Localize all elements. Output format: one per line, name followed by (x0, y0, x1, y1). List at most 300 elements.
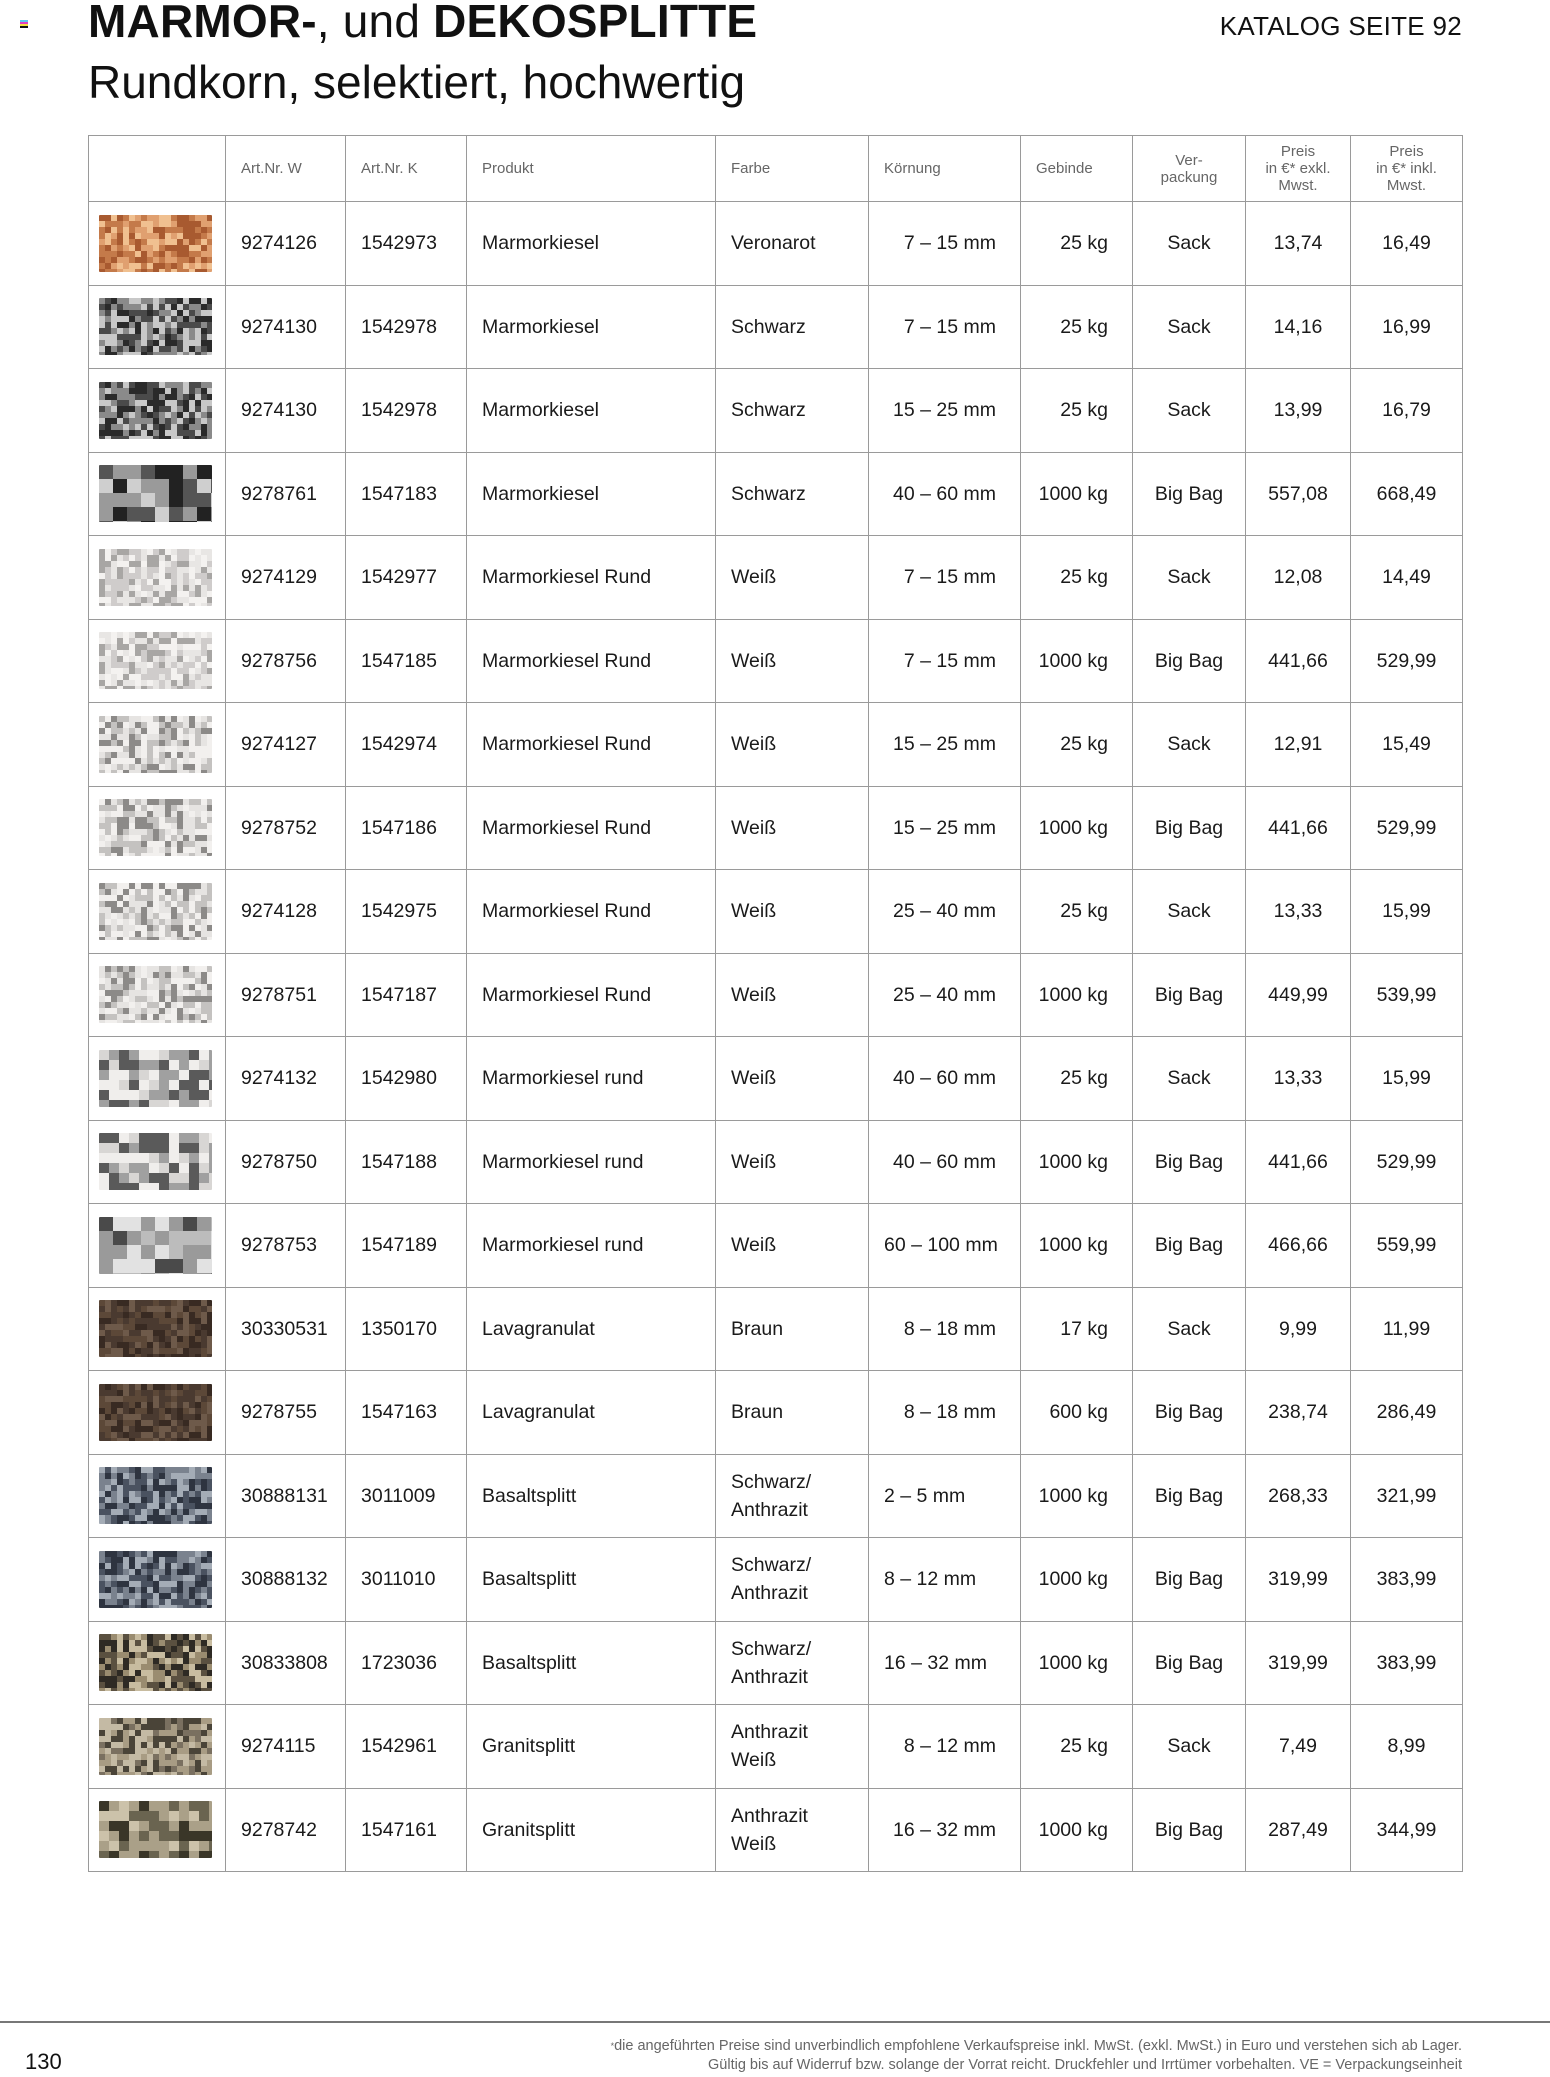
gravel-texture-image (99, 1718, 212, 1775)
packaging-cell: Sack (1133, 285, 1246, 369)
color-line-1: Weiß (731, 649, 777, 672)
table-header-row (89, 136, 1463, 202)
gravel-texture-image (99, 632, 212, 689)
grain-size-cell: 25 – 40 mm (869, 953, 1021, 1037)
color-cell (716, 703, 869, 787)
footnote-line-1 (611, 2037, 1462, 2056)
header-text: in €* exkl. (1265, 160, 1331, 177)
table-row (89, 1705, 1463, 1789)
price-incl-vat-cell: 321,99 (1351, 1454, 1463, 1538)
color-line-1: Weiß (731, 1234, 777, 1257)
art-nr-w-cell: 9278750 (226, 1120, 346, 1204)
art-nr-k-cell: 1547188 (346, 1120, 467, 1204)
art-nr-w-cell: 9274132 (226, 1037, 346, 1121)
art-nr-k-cell: 1547185 (346, 619, 467, 703)
art-nr-k-cell: 1350170 (346, 1287, 467, 1371)
unit-weight-cell: 17 kg (1021, 1287, 1133, 1371)
color-line-2: Anthrazit (731, 1665, 808, 1688)
price-excl-vat-cell: 268,33 (1246, 1454, 1351, 1538)
art-nr-k-cell: 1542973 (346, 202, 467, 286)
price-excl-vat-cell: 13,33 (1246, 1037, 1351, 1121)
color-line-1: Schwarz (731, 399, 806, 422)
packaging-cell: Sack (1133, 1287, 1246, 1371)
unit-weight-cell: 1000 kg (1021, 953, 1133, 1037)
table-row (89, 1120, 1463, 1204)
packaging-cell: Sack (1133, 1705, 1246, 1789)
price-incl-vat-cell: 16,79 (1351, 369, 1463, 453)
art-nr-w-cell: 9274127 (226, 703, 346, 787)
product-name-cell: Marmorkiesel rund (467, 1037, 716, 1121)
gravel-texture-image (99, 298, 212, 355)
gravel-texture-image (99, 382, 212, 439)
art-nr-w-cell: 9274128 (226, 870, 346, 954)
title-bold-marmor: MARMOR- (88, 0, 317, 47)
table-row (89, 870, 1463, 954)
product-thumbnail-cell (89, 1120, 226, 1204)
art-nr-w-cell: 9274126 (226, 202, 346, 286)
price-incl-vat-cell: 11,99 (1351, 1287, 1463, 1371)
price-incl-vat-cell: 383,99 (1351, 1538, 1463, 1622)
color-cell (716, 1538, 869, 1622)
color-cell (716, 1454, 869, 1538)
unit-weight-cell: 1000 kg (1021, 1454, 1133, 1538)
gravel-texture-image (99, 716, 212, 773)
unit-weight-cell: 1000 kg (1021, 1788, 1133, 1872)
header-text: in €* inkl. (1376, 160, 1437, 177)
grain-size-cell: 7 – 15 mm (869, 619, 1021, 703)
product-name-cell: Marmorkiesel (467, 369, 716, 453)
art-nr-w-cell: 9278751 (226, 953, 346, 1037)
price-excl-vat-cell: 9,99 (1246, 1287, 1351, 1371)
product-thumbnail-cell (89, 953, 226, 1037)
art-nr-w-cell: 30888131 (226, 1454, 346, 1538)
art-nr-k-cell: 1547189 (346, 1204, 467, 1288)
packaging-cell: Big Bag (1133, 786, 1246, 870)
color-line-1: Schwarz/ (731, 1637, 812, 1660)
grain-size-cell: 7 – 15 mm (869, 202, 1021, 286)
unit-weight-cell: 1000 kg (1021, 1621, 1133, 1705)
packaging-cell: Sack (1133, 870, 1246, 954)
grain-size-cell: 40 – 60 mm (869, 452, 1021, 536)
gravel-texture-image (99, 1384, 212, 1441)
art-nr-w-cell: 30888132 (226, 1538, 346, 1622)
color-cell (716, 1621, 869, 1705)
art-nr-k-cell: 1547161 (346, 1788, 467, 1872)
color-line-1: Weiß (731, 566, 777, 589)
art-nr-k-cell: 1547183 (346, 452, 467, 536)
header-text: Preis (1389, 143, 1424, 160)
packaging-cell: Sack (1133, 703, 1246, 787)
color-line-2: Anthrazit (731, 1582, 808, 1605)
black-swatch (20, 26, 28, 28)
unit-weight-cell: 25 kg (1021, 536, 1133, 620)
product-name-cell: Marmorkiesel Rund (467, 536, 716, 620)
footnote-marker: * (610, 2041, 615, 2051)
art-nr-k-cell: 1547163 (346, 1371, 467, 1455)
art-nr-w-cell: 9278753 (226, 1204, 346, 1288)
gravel-texture-image (99, 1467, 212, 1524)
color-line-2: Anthrazit (731, 1498, 808, 1521)
product-thumbnail-cell (89, 1287, 226, 1371)
art-nr-k-cell: 3011009 (346, 1454, 467, 1538)
price-excl-vat-cell: 12,91 (1246, 703, 1351, 787)
art-nr-w-cell: 9274115 (226, 1705, 346, 1789)
art-nr-w-cell: 30330531 (226, 1287, 346, 1371)
product-thumbnail-cell (89, 1788, 226, 1872)
product-table (88, 135, 1463, 1872)
gravel-texture-image (99, 1634, 212, 1691)
table-row (89, 1371, 1463, 1455)
packaging-cell: Big Bag (1133, 953, 1246, 1037)
color-line-1: Schwarz/ (731, 1554, 812, 1577)
product-thumbnail-cell (89, 619, 226, 703)
unit-weight-cell: 25 kg (1021, 703, 1133, 787)
product-name-cell: Basaltsplitt (467, 1538, 716, 1622)
grain-size-cell: 16 – 32 mm (869, 1788, 1021, 1872)
color-line-1: Schwarz (731, 315, 806, 338)
product-name-cell: Lavagranulat (467, 1371, 716, 1455)
price-incl-vat-cell: 559,99 (1351, 1204, 1463, 1288)
price-incl-vat-cell: 286,49 (1351, 1371, 1463, 1455)
price-excl-vat-cell: 13,74 (1246, 202, 1351, 286)
col-header-verpackung (1133, 136, 1246, 202)
grain-size-cell: 40 – 60 mm (869, 1120, 1021, 1204)
art-nr-k-cell: 1547187 (346, 953, 467, 1037)
art-nr-k-cell: 1542978 (346, 285, 467, 369)
table-row (89, 953, 1463, 1037)
color-line-1: Weiß (731, 900, 777, 923)
price-excl-vat-cell: 13,99 (1246, 369, 1351, 453)
packaging-cell: Big Bag (1133, 452, 1246, 536)
page-title (88, 0, 757, 46)
packaging-cell: Big Bag (1133, 619, 1246, 703)
unit-weight-cell: 1000 kg (1021, 786, 1133, 870)
gravel-texture-image (99, 1133, 212, 1190)
price-excl-vat-cell: 449,99 (1246, 953, 1351, 1037)
price-excl-vat-cell: 441,66 (1246, 619, 1351, 703)
product-name-cell: Marmorkiesel Rund (467, 703, 716, 787)
art-nr-w-cell: 9274130 (226, 285, 346, 369)
catalog-page-reference: KATALOG SEITE 92 (1219, 11, 1462, 41)
color-cell (716, 1705, 869, 1789)
packaging-cell: Big Bag (1133, 1204, 1246, 1288)
color-cell (716, 619, 869, 703)
grain-size-cell: 8 – 12 mm (869, 1705, 1021, 1789)
product-thumbnail-cell (89, 1371, 226, 1455)
col-header-produkt: Produkt (467, 136, 716, 202)
title-bold-dekosplitte: DEKOSPLITTE (433, 0, 758, 47)
unit-weight-cell: 25 kg (1021, 202, 1133, 286)
color-line-1: Weiß (731, 983, 777, 1006)
price-excl-vat-cell: 14,16 (1246, 285, 1351, 369)
price-incl-vat-cell: 344,99 (1351, 1788, 1463, 1872)
footnote-text: die angeführten Preise sind unverbindlich empfohlene Verkaufspreise inkl. MwSt. (exkl. MwSt.) in Euro und verstehen sich ab Lager. (614, 2038, 1462, 2054)
product-thumbnail-cell (89, 1538, 226, 1622)
color-cell (716, 1037, 869, 1121)
product-name-cell: Basaltsplitt (467, 1454, 716, 1538)
product-name-cell: Marmorkiesel Rund (467, 870, 716, 954)
table-row (89, 536, 1463, 620)
price-excl-vat-cell: 12,08 (1246, 536, 1351, 620)
price-excl-vat-cell: 441,66 (1246, 786, 1351, 870)
table-row (89, 452, 1463, 536)
grain-size-cell: 40 – 60 mm (869, 1037, 1021, 1121)
unit-weight-cell: 25 kg (1021, 369, 1133, 453)
art-nr-k-cell: 1542975 (346, 870, 467, 954)
art-nr-w-cell: 9278742 (226, 1788, 346, 1872)
gravel-texture-image (99, 465, 212, 522)
col-header-koernung: Körnung (869, 136, 1021, 202)
color-line-1: Anthrazit (731, 1721, 808, 1744)
table-row (89, 1204, 1463, 1288)
product-thumbnail-cell (89, 369, 226, 453)
unit-weight-cell: 1000 kg (1021, 452, 1133, 536)
product-thumbnail-cell (89, 452, 226, 536)
col-header-preis-exkl (1246, 136, 1351, 202)
table-row (89, 619, 1463, 703)
price-incl-vat-cell: 383,99 (1351, 1621, 1463, 1705)
grain-size-cell: 15 – 25 mm (869, 703, 1021, 787)
gravel-texture-image (99, 1050, 212, 1107)
packaging-cell: Big Bag (1133, 1788, 1246, 1872)
grain-size-cell: 15 – 25 mm (869, 369, 1021, 453)
grain-size-cell: 7 – 15 mm (869, 285, 1021, 369)
color-line-2: Weiß (731, 1749, 777, 1772)
price-incl-vat-cell: 529,99 (1351, 1120, 1463, 1204)
color-line-1: Veronarot (731, 232, 816, 255)
art-nr-k-cell: 1542961 (346, 1705, 467, 1789)
grain-size-cell: 16 – 32 mm (869, 1621, 1021, 1705)
col-header-art-nr-w: Art.Nr. W (226, 136, 346, 202)
unit-weight-cell: 600 kg (1021, 1371, 1133, 1455)
page-number: 130 (25, 2049, 62, 2074)
product-name-cell: Marmorkiesel rund (467, 1204, 716, 1288)
product-name-cell: Granitsplitt (467, 1788, 716, 1872)
art-nr-w-cell: 9278756 (226, 619, 346, 703)
price-excl-vat-cell: 441,66 (1246, 1120, 1351, 1204)
header-text: Mwst. (1386, 177, 1427, 194)
product-name-cell: Marmorkiesel (467, 285, 716, 369)
color-line-1: Anthrazit (731, 1804, 808, 1827)
product-thumbnail-cell (89, 703, 226, 787)
packaging-cell: Big Bag (1133, 1538, 1246, 1622)
unit-weight-cell: 1000 kg (1021, 1538, 1133, 1622)
price-incl-vat-cell: 529,99 (1351, 619, 1463, 703)
color-line-1: Weiß (731, 1150, 777, 1173)
price-excl-vat-cell: 7,49 (1246, 1705, 1351, 1789)
color-line-1: Braun (731, 1317, 784, 1340)
unit-weight-cell: 25 kg (1021, 1705, 1133, 1789)
price-excl-vat-cell: 557,08 (1246, 452, 1351, 536)
packaging-cell: Sack (1133, 202, 1246, 286)
header-text: Mwst. (1278, 177, 1318, 194)
price-excl-vat-cell: 319,99 (1246, 1538, 1351, 1622)
price-incl-vat-cell: 15,99 (1351, 1037, 1463, 1121)
product-name-cell: Marmorkiesel (467, 452, 716, 536)
color-line-1: Weiß (731, 733, 777, 756)
price-incl-vat-cell: 14,49 (1351, 536, 1463, 620)
unit-weight-cell: 1000 kg (1021, 619, 1133, 703)
product-thumbnail-cell (89, 786, 226, 870)
price-incl-vat-cell: 8,99 (1351, 1705, 1463, 1789)
color-cell (716, 202, 869, 286)
color-cell (716, 1204, 869, 1288)
grain-size-cell: 8 – 12 mm (869, 1538, 1021, 1622)
price-excl-vat-cell: 13,33 (1246, 870, 1351, 954)
color-cell (716, 1371, 869, 1455)
art-nr-w-cell: 9278752 (226, 786, 346, 870)
art-nr-w-cell: 9274129 (226, 536, 346, 620)
art-nr-w-cell: 9278761 (226, 452, 346, 536)
table-row (89, 703, 1463, 787)
art-nr-k-cell: 1542980 (346, 1037, 467, 1121)
price-excl-vat-cell: 466,66 (1246, 1204, 1351, 1288)
title-connector: , und (316, 0, 434, 47)
art-nr-k-cell: 1542978 (346, 369, 467, 453)
product-name-cell: Marmorkiesel Rund (467, 953, 716, 1037)
table-row (89, 1788, 1463, 1872)
table-row (89, 1538, 1463, 1622)
art-nr-w-cell: 9278755 (226, 1371, 346, 1455)
art-nr-w-cell: 30833808 (226, 1621, 346, 1705)
product-thumbnail-cell (89, 1621, 226, 1705)
table-row (89, 202, 1463, 286)
unit-weight-cell: 1000 kg (1021, 1204, 1133, 1288)
header-text: Ver- (1175, 151, 1203, 169)
packaging-cell: Sack (1133, 1037, 1246, 1121)
table-body (89, 202, 1463, 1872)
art-nr-k-cell: 1542977 (346, 536, 467, 620)
product-name-cell: Marmorkiesel Rund (467, 619, 716, 703)
table-row (89, 1037, 1463, 1121)
table-row (89, 369, 1463, 453)
header-text: packung (1160, 168, 1218, 186)
unit-weight-cell: 25 kg (1021, 1037, 1133, 1121)
grain-size-cell: 2 – 5 mm (869, 1454, 1021, 1538)
grain-size-cell: 60 – 100 mm (869, 1204, 1021, 1288)
price-footnote (611, 2037, 1462, 2075)
product-thumbnail-cell (89, 1037, 226, 1121)
color-cell (716, 786, 869, 870)
price-incl-vat-cell: 15,99 (1351, 870, 1463, 954)
footer-divider (0, 2021, 1550, 2023)
product-name-cell: Marmorkiesel Rund (467, 786, 716, 870)
packaging-cell: Sack (1133, 369, 1246, 453)
packaging-cell: Big Bag (1133, 1371, 1246, 1455)
col-header-gebinde: Gebinde (1021, 136, 1133, 202)
color-line-1: Schwarz (731, 482, 806, 505)
gravel-texture-image (99, 215, 212, 272)
footnote-line-2: Gültig bis auf Widerruf bzw. solange der Vorrat reicht. Druckfehler und Irrtümer vorbehalten. VE = Verpackungseinheit (708, 2057, 1462, 2073)
table-row (89, 1287, 1463, 1371)
product-thumbnail-cell (89, 1204, 226, 1288)
table-row (89, 285, 1463, 369)
color-cell (716, 1287, 869, 1371)
grain-size-cell: 15 – 25 mm (869, 786, 1021, 870)
color-line-1: Schwarz/ (731, 1470, 812, 1493)
product-thumbnail-cell (89, 285, 226, 369)
product-name-cell: Marmorkiesel (467, 202, 716, 286)
price-excl-vat-cell: 238,74 (1246, 1371, 1351, 1455)
product-thumbnail-cell (89, 536, 226, 620)
grain-size-cell: 25 – 40 mm (869, 870, 1021, 954)
unit-weight-cell: 1000 kg (1021, 1120, 1133, 1204)
art-nr-w-cell: 9274130 (226, 369, 346, 453)
unit-weight-cell: 25 kg (1021, 285, 1133, 369)
price-incl-vat-cell: 529,99 (1351, 786, 1463, 870)
color-line-1: Weiß (731, 816, 777, 839)
color-cell (716, 452, 869, 536)
product-name-cell: Marmorkiesel rund (467, 1120, 716, 1204)
product-name-cell: Lavagranulat (467, 1287, 716, 1371)
grain-size-cell: 7 – 15 mm (869, 536, 1021, 620)
product-name-cell: Granitsplitt (467, 1705, 716, 1789)
art-nr-k-cell: 3011010 (346, 1538, 467, 1622)
product-name-cell: Basaltsplitt (467, 1621, 716, 1705)
col-header-art-nr-k: Art.Nr. K (346, 136, 467, 202)
color-line-2: Weiß (731, 1832, 777, 1855)
print-registration-mark (20, 20, 28, 28)
packaging-cell: Big Bag (1133, 1454, 1246, 1538)
gravel-texture-image (99, 966, 212, 1023)
col-header-farbe: Farbe (716, 136, 869, 202)
color-cell (716, 870, 869, 954)
gravel-texture-image (99, 883, 212, 940)
price-excl-vat-cell: 319,99 (1246, 1621, 1351, 1705)
grain-size-cell: 8 – 18 mm (869, 1371, 1021, 1455)
art-nr-k-cell: 1723036 (346, 1621, 467, 1705)
product-thumbnail-cell (89, 202, 226, 286)
header-text: Preis (1280, 143, 1316, 160)
color-cell (716, 369, 869, 453)
gravel-texture-image (99, 799, 212, 856)
gravel-texture-image (99, 1801, 212, 1858)
packaging-cell: Big Bag (1133, 1120, 1246, 1204)
packaging-cell: Big Bag (1133, 1621, 1246, 1705)
product-thumbnail-cell (89, 870, 226, 954)
color-cell (716, 536, 869, 620)
gravel-texture-image (99, 549, 212, 606)
color-cell (716, 285, 869, 369)
color-line-1: Weiß (731, 1067, 777, 1090)
gravel-texture-image (99, 1551, 212, 1608)
art-nr-k-cell: 1542974 (346, 703, 467, 787)
price-incl-vat-cell: 668,49 (1351, 452, 1463, 536)
unit-weight-cell: 25 kg (1021, 870, 1133, 954)
gravel-texture-image (99, 1300, 212, 1357)
color-line-1: Braun (731, 1401, 784, 1424)
packaging-cell: Sack (1133, 536, 1246, 620)
product-thumbnail-cell (89, 1705, 226, 1789)
page-subtitle: Rundkorn, selektiert, hochwertig (88, 56, 746, 108)
table-row (89, 786, 1463, 870)
table-row (89, 1454, 1463, 1538)
color-cell (716, 953, 869, 1037)
grain-size-cell: 8 – 18 mm (869, 1287, 1021, 1371)
gravel-texture-image (99, 1217, 212, 1274)
price-excl-vat-cell: 287,49 (1246, 1788, 1351, 1872)
col-header-preis-inkl (1351, 136, 1463, 202)
price-incl-vat-cell: 16,99 (1351, 285, 1463, 369)
price-incl-vat-cell: 15,49 (1351, 703, 1463, 787)
product-thumbnail-cell (89, 1454, 226, 1538)
art-nr-k-cell: 1547186 (346, 786, 467, 870)
color-cell (716, 1788, 869, 1872)
color-cell (716, 1120, 869, 1204)
table-row (89, 1621, 1463, 1705)
price-incl-vat-cell: 16,49 (1351, 202, 1463, 286)
col-header-image (89, 136, 226, 202)
